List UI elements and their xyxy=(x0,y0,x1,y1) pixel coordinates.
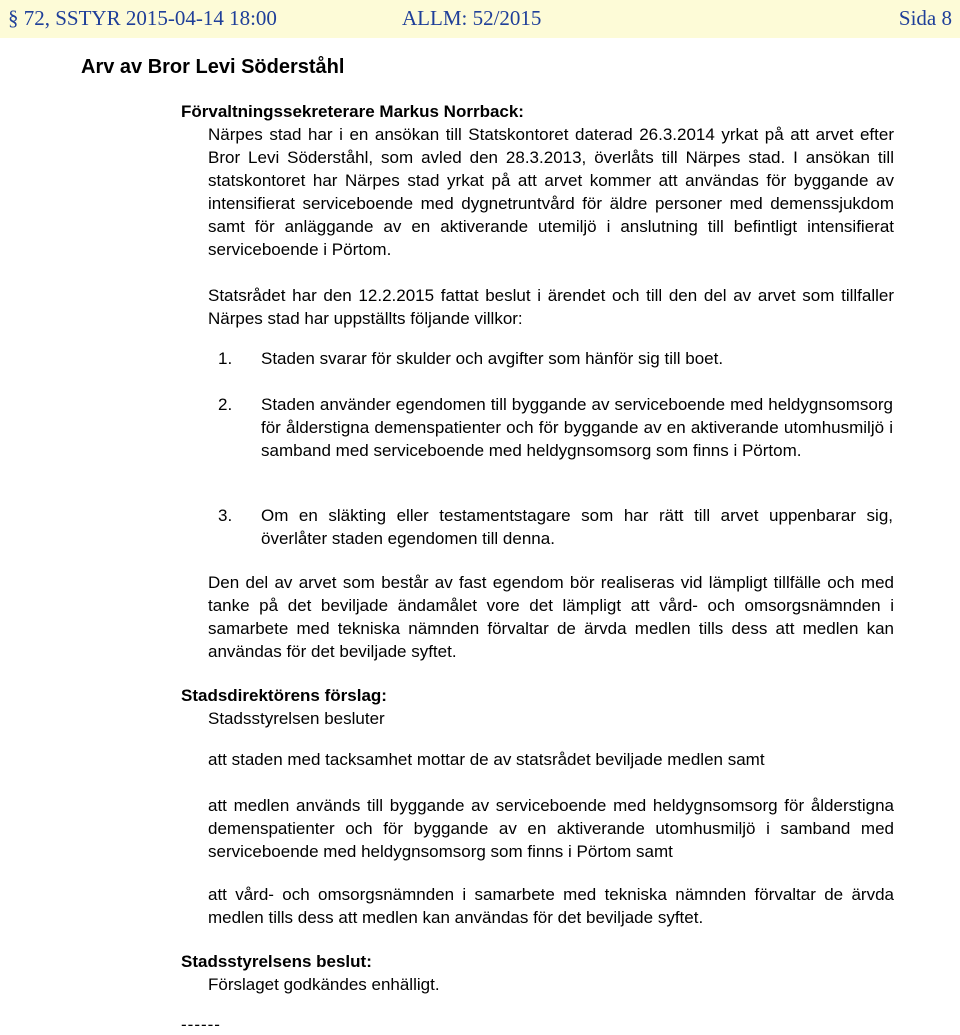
secretary-paragraph-1: Närpes stad har i en ansökan till Statskontoret daterad 26.3.2014 yrkat på att arvet efter Bror Levi Söderståhl, som avled den 28.3.2013, överlåts till Närpes stad. I ansökan till statskontoret har Närpes stad yrkat på att arvet kommer att användas för byggande av intensifierat serviceboende med dygnetruntvård för äldre personer med demenssjukdom samt för anläggande av en aktiverande utemiljö i anslutning till befintligt intensifierat serviceboende i Pörtom. xyxy=(208,125,894,259)
secretary-label: Förvaltningssekreterare Markus Norrback: xyxy=(181,102,524,121)
condition-number: 2. xyxy=(218,395,233,414)
page-header xyxy=(0,0,960,38)
board-decision-text: Förslaget godkändes enhälligt. xyxy=(208,975,440,994)
secretary-paragraph-3: Den del av arvet som består av fast egendom bör realiseras vid lämpligt tillfälle och med tanke på det beviljade ändamålet vore det lämpligt att vård- och omsorgsnämnden i samarbete med tekniska nämnden förvaltar de ärvda medlen tills dess att medlen kan användas för det beviljade syftet. xyxy=(208,573,894,661)
allm-reference: ALLM: 52/2015 xyxy=(402,6,542,30)
condition-text: Om en släkting eller testamentstagare som har rätt till arvet uppenbarar sig, överlåter staden egendomen till denna. xyxy=(261,506,893,548)
secretary-paragraph-2: Statsrådet har den 12.2.2015 fattat beslut i ärendet och till den del av arvet som tillfaller Närpes stad har uppställts följande villkor: xyxy=(208,286,894,328)
condition-number: 3. xyxy=(218,506,233,525)
director-proposal-label: Stadsdirektörens förslag: xyxy=(181,686,387,705)
proposal-intro: Stadsstyrelsen besluter xyxy=(208,709,385,728)
condition-number: 1. xyxy=(218,349,233,368)
board-decision-label: Stadsstyrelsens beslut: xyxy=(181,952,372,971)
page-number: Sida 8 xyxy=(898,6,952,30)
section-reference: § 72, SSTYR 2015-04-14 18:00 xyxy=(8,6,277,30)
proposal-item: att medlen används till byggande av serviceboende med heldygnsomsorg för ålderstigna demenspatienter och för byggande av en aktiverande utomhusmiljö i samband med serviceboende med heldygnsomsorg som finns i Pörtom samt xyxy=(208,796,894,861)
condition-text: Staden använder egendomen till byggande av serviceboende med heldygnsomsorg för ålderstigna demenspatienter och för byggande av en aktiverande utomhusmiljö i samband med serviceboende med heldygnsomsorg som finns i Pörtom. xyxy=(261,395,893,460)
condition-text: Staden svarar för skulder och avgifter som hänför sig till boet. xyxy=(261,349,724,368)
proposal-item: att vård- och omsorgsnämnden i samarbete med tekniska nämnden förvaltar de ärvda medlen tills dess att medlen kan användas för det beviljade syftet. xyxy=(208,885,894,927)
document-title: Arv av Bror Levi Söderståhl xyxy=(81,56,345,78)
end-rule: ------ xyxy=(181,1015,221,1034)
proposal-item: att staden med tacksamhet mottar de av statsrådet beviljade medlen samt xyxy=(208,750,765,769)
